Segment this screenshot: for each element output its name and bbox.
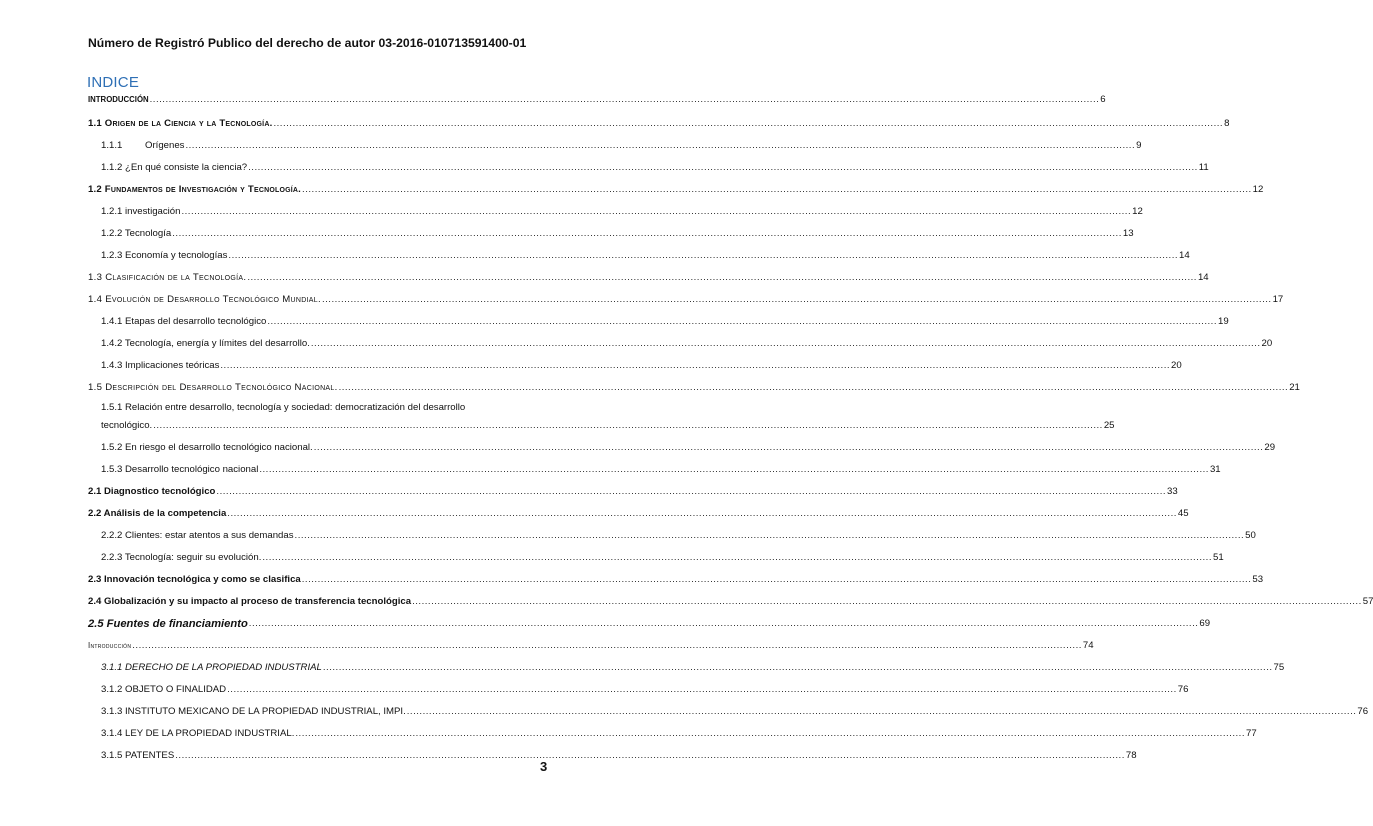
toc-entry[interactable]: tecnológico. ............................................................................................................................................................................................................................................................................................................ 25 <box>101 420 1115 431</box>
dot-leader: ............................................................................................................................................................................................................................................................................................................ <box>412 596 1362 607</box>
toc-entry-line1[interactable]: 1.5.1 Relación entre desarrollo, tecnología y sociedad: democratización del desarrollo <box>101 402 466 413</box>
toc-entry[interactable]: 3.1.2 OBJETO O FINALIDAD ............................................................................................................................................................................................................................................................................................................ 76 <box>101 684 1189 695</box>
dot-leader: ............................................................................................................................................................................................................................................................................................................ <box>149 94 1100 105</box>
dot-leader: ............................................................................................................................................................................................................................................................................................................ <box>220 360 1171 371</box>
index-title: INDICE <box>87 74 140 91</box>
toc-entry[interactable]: 1.1.1 Orígenes ............................................................................................................................................................................................................................................................................................................ 9 <box>101 140 1142 151</box>
dot-leader: ............................................................................................................................................................................................................................................................................................................ <box>406 706 1357 717</box>
toc-entry[interactable]: 3.1.1 DERECHO DE LA PROPIEDAD INDUSTRIAL ............................................................................................................................................................................................................................................................................................................ 75 <box>101 662 1285 673</box>
toc-entry[interactable]: 1.2.1 investigación ............................................................................................................................................................................................................................................................................................................ 12 <box>101 206 1143 217</box>
dot-leader: ............................................................................................................................................................................................................................................................................................................ <box>259 464 1209 475</box>
toc-entry[interactable]: 3.1.5 PATENTES ............................................................................................................................................................................................................................................................................................................ 78 <box>101 750 1137 761</box>
page-number: 3 <box>540 759 548 774</box>
toc-entry[interactable]: 2.5 Fuentes de financiamiento ............................................................................................................................................................................................................................................................................................................ 69 <box>88 618 1211 630</box>
toc-entry[interactable]: 1.5 Descripción del Desarrollo Tecnológico Nacional. ............................................................................................................................................................................................................................................................................................................ 21 <box>88 382 1300 393</box>
toc-entry[interactable]: 2.2.3 Tecnología: seguir su evolución. ............................................................................................................................................................................................................................................................................................................ 51 <box>101 552 1224 563</box>
toc-entry[interactable]: 3.1.3 INSTITUTO MEXICANO DE LA PROPIEDAD INDUSTRIAL, IMPI. ............................................................................................................................................................................................................................................................................................................ 76 <box>101 706 1369 717</box>
dot-leader: ............................................................................................................................................................................................................................................................................................................ <box>132 640 1082 651</box>
dot-leader: ............................................................................................................................................................................................................................................................................................................ <box>267 316 1217 327</box>
toc-entry[interactable]: 2.2 Análisis de la competencia ............................................................................................................................................................................................................................................................................................................ 45 <box>88 508 1189 519</box>
toc-entry[interactable]: 2.3 Innovación tecnológica y como se clasifica ............................................................................................................................................................................................................................................................................................................ 53 <box>88 574 1264 585</box>
toc-entry[interactable]: 1.4.1 Etapas del desarrollo tecnológico ............................................................................................................................................................................................................................................................................................................ 19 <box>101 316 1229 327</box>
dot-leader: ............................................................................................................................................................................................................................................................................................................ <box>172 228 1122 239</box>
dot-leader: ............................................................................................................................................................................................................................................................................................................ <box>175 750 1125 761</box>
dot-leader: ............................................................................................................................................................................................................................................................................................................ <box>295 728 1246 739</box>
dot-leader: ............................................................................................................................................................................................................................................................................................................ <box>262 552 1212 563</box>
dot-leader: ............................................................................................................................................................................................................................................................................................................ <box>321 294 1272 305</box>
toc-entry[interactable]: 2.2.2 Clientes: estar atentos a sus demandas ............................................................................................................................................................................................................................................................................................................ 50 <box>101 530 1256 541</box>
dot-leader: ............................................................................................................................................................................................................................................................................................................ <box>322 662 1273 673</box>
toc-entry[interactable]: 1.5.2 En riesgo el desarrollo tecnológico nacional. ............................................................................................................................................................................................................................................................................................................ 29 <box>101 442 1276 453</box>
dot-leader: ............................................................................................................................................................................................................................................................................................................ <box>310 338 1261 349</box>
dot-leader: ............................................................................................................................................................................................................................................................................................................ <box>294 530 1245 541</box>
toc-entry[interactable]: 1.3 Clasificación de la Tecnología. ............................................................................................................................................................................................................................................................................................................ 14 <box>88 272 1209 283</box>
dot-leader: ............................................................................................................................................................................................................................................................................................................ <box>228 250 1179 261</box>
toc-entry[interactable]: 1.2.3 Economía y tecnologías ............................................................................................................................................................................................................................................................................................................ 14 <box>101 250 1190 261</box>
toc-entry[interactable]: 1.1.2 ¿En qué consiste la ciencia? ............................................................................................................................................................................................................................................................................................................ 11 <box>101 162 1209 173</box>
dot-leader: ............................................................................................................................................................................................................................................................................................................ <box>248 162 1198 173</box>
dot-leader: ............................................................................................................................................................................................................................................................................................................ <box>302 184 1252 195</box>
toc-entry[interactable]: 1.4.2 Tecnología, energía y límites del desarrollo. ............................................................................................................................................................................................................................................................................................................ 20 <box>101 338 1273 349</box>
dot-leader: ............................................................................................................................................................................................................................................................................................................ <box>248 618 1199 629</box>
toc-entry[interactable]: 1.2 Fundamentos de Investigación y Tecnología. ............................................................................................................................................................................................................................................................................................................ 12 <box>88 184 1264 195</box>
toc-entry[interactable]: 1.5.3 Desarrollo tecnológico nacional ............................................................................................................................................................................................................................................................................................................ 31 <box>101 464 1221 475</box>
toc-entry[interactable]: 1.2.2 Tecnología ............................................................................................................................................................................................................................................................................................................ 13 <box>101 228 1134 239</box>
dot-leader: ............................................................................................................................................................................................................................................................................................................ <box>313 442 1264 453</box>
dot-leader: ............................................................................................................................................................................................................................................................................................................ <box>153 420 1103 431</box>
toc-entry[interactable]: 2.4 Globalización y su impacto al proceso de transferencia tecnológica ............................................................................................................................................................................................................................................................................................................ 57 <box>88 596 1373 607</box>
dot-leader: ............................................................................................................................................................................................................................................................................................................ <box>301 574 1252 585</box>
dot-leader: ............................................................................................................................................................................................................................................................................................................ <box>227 684 1177 695</box>
toc-entry[interactable]: 1.4 Evolución de Desarrollo Tecnológico Mundial. ............................................................................................................................................................................................................................................................................................................ 17 <box>88 294 1284 305</box>
dot-leader: ............................................................................................................................................................................................................................................................................................................ <box>338 382 1289 393</box>
toc-entry[interactable]: 1.4.3 Implicaciones teóricas ............................................................................................................................................................................................................................................................................................................ 20 <box>101 360 1182 371</box>
dot-leader: ............................................................................................................................................................................................................................................................................................................ <box>273 118 1224 129</box>
page-header: Número de Registró Publico del derecho de autor 03-2016-010713591400-01 <box>88 36 527 50</box>
toc-entry[interactable]: 1.1 Origen de la Ciencia y la Tecnología. ............................................................................................................................................................................................................................................................................................................ 8 <box>88 118 1230 129</box>
dot-leader: ............................................................................................................................................................................................................................................................................................................ <box>216 486 1167 497</box>
dot-leader: ............................................................................................................................................................................................................................................................................................................ <box>227 508 1177 519</box>
toc-entry[interactable]: Introducción ............................................................................................................................................................................................................................................................................................................ 74 <box>88 640 1094 651</box>
toc-entry[interactable]: INTRODUCCIÓN ............................................................................................................................................................................................................................................................................................................ 6 <box>88 94 1106 105</box>
dot-leader: ............................................................................................................................................................................................................................................................................................................ <box>185 140 1136 151</box>
dot-leader: ............................................................................................................................................................................................................................................................................................................ <box>181 206 1132 217</box>
toc-entry[interactable]: 3.1.4 LEY DE LA PROPIEDAD INDUSTRIAL. ............................................................................................................................................................................................................................................................................................................ 77 <box>101 728 1257 739</box>
toc-entry[interactable]: 2.1 Diagnostico tecnológico ............................................................................................................................................................................................................................................................................................................ 33 <box>88 486 1178 497</box>
dot-leader: ............................................................................................................................................................................................................................................................................................................ <box>247 272 1197 283</box>
